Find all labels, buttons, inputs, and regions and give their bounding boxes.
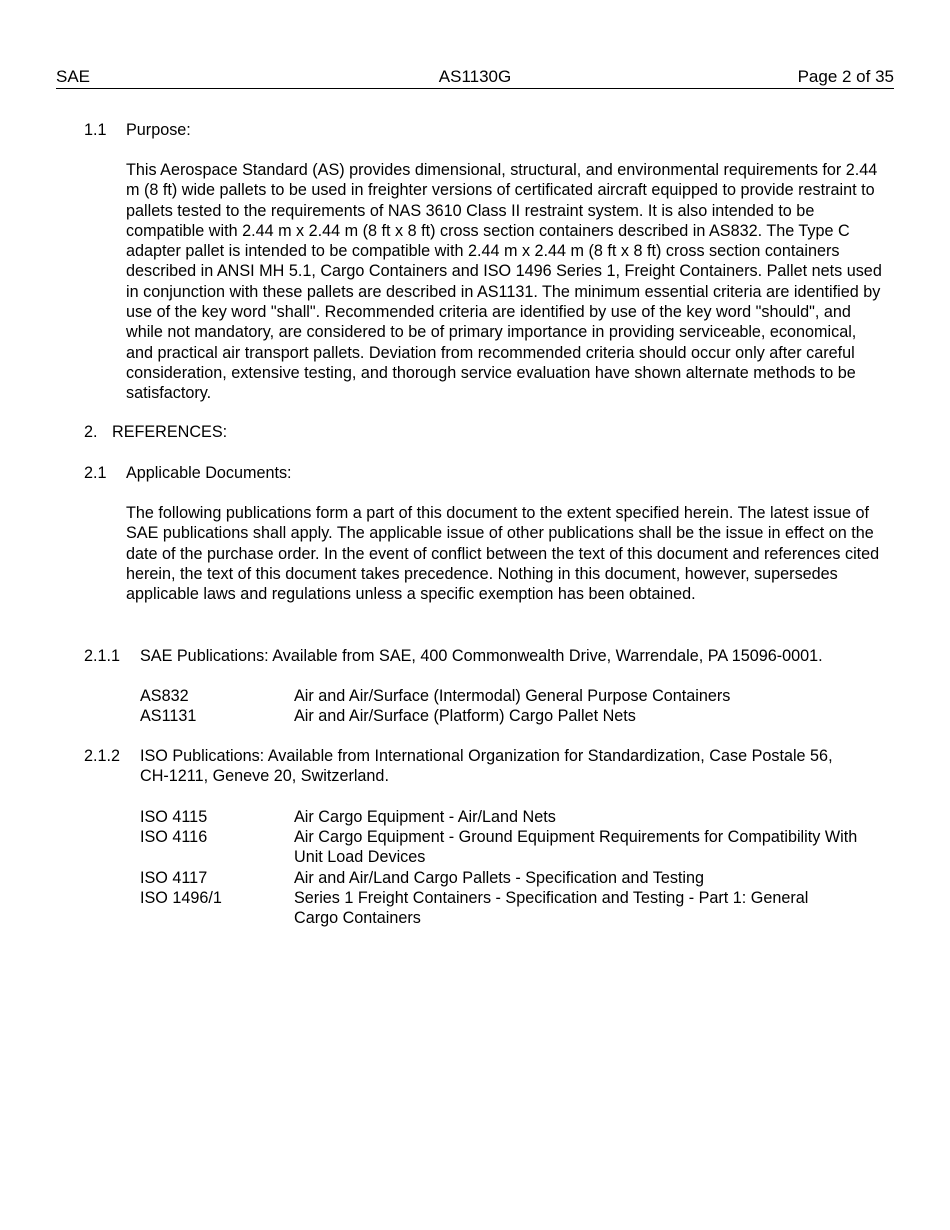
section-1-1-number: 1.1: [84, 121, 107, 139]
section-2-1-1-title: SAE Publications: Available from SAE, 400 Commonwealth Drive, Warrendale, PA 15096-0001.: [140, 647, 823, 665]
section-1-1-title: Purpose:: [126, 121, 191, 139]
section-2-1-1-number: 2.1.1: [84, 647, 121, 665]
section-1-1-paragraph: This Aerospace Standard (AS) provides dimensional, structural, and environmental requirements for 2.44 m (8 ft) wide pallets to be used in freighter versions of certificated aircraft equipped to provide restraint to pallets tested to the requirements of NAS 3610 Class II restraint system. It is also intended to be compatible with 2.44 m x 2.44 m (8 ft x 8 ft) cross section containers described in AS832. The Type C adapter pallet is intended to be compatible with 2.44 m x 2.44 m (8 ft x 8 ft) cross section containers described in ANSI MH 5.1, Cargo Containers and ISO 1496 Series 1, Freight Containers. Pallet nets used in conjunction with these pallets are described in AS1131. The minimum essential criteria are identified by use of the key word "shall". Recommended criteria are identified by use of the key word "should", and while not mandatory, are considered to be of primary importance in providing serviceable, economical, and practical air transport pallets. Deviation from recommended criteria should occur only after careful consideration, extensive testing, and thorough service evaluation have shown alternate methods to be satisfactory.: [126, 161, 882, 403]
reference-code: AS1131: [140, 707, 197, 725]
header-doc-number: AS1130G: [438, 67, 512, 86]
section-2-number: 2.: [84, 423, 98, 441]
reference-title: Air and Air/Surface (Platform) Cargo Pallet Nets: [294, 707, 636, 725]
reference-title: Series 1 Freight Containers - Specification and Testing - Part 1: General Cargo Containers: [294, 889, 809, 928]
section-2-1-2-title-line1: ISO Publications: Available from International Organization for Standardization, Case Postale 56,: [140, 747, 833, 765]
header-page-number: Page 2 of 35: [797, 67, 894, 86]
reference-title: Air and Air/Land Cargo Pallets - Specification and Testing: [294, 869, 705, 887]
header-org: SAE: [56, 67, 91, 86]
reference-code: ISO 4117: [140, 869, 208, 887]
reference-code: AS832: [140, 687, 189, 705]
section-2-1-2-title-line2: CH-1211, Geneve 20, Switzerland.: [140, 767, 389, 785]
reference-code: ISO 4115: [140, 808, 208, 826]
reference-title: Air Cargo Equipment - Ground Equipment Requirements for Compatibility With Unit Load Devices: [294, 828, 858, 867]
section-2-1-title: Applicable Documents:: [126, 464, 292, 482]
section-2-1-paragraph: The following publications form a part of this document to the extent specified herein. The latest issue of SAE publications shall apply. The applicable issue of other publications shall be the issue in effect on the date of the purchase order. In the event of conflict between the text of this document and references cited herein, the text of this document takes precedence. Nothing in this document, however, supersedes applicable laws and regulations unless a specific exemption has been obtained.: [126, 504, 880, 604]
reference-title: Air Cargo Equipment - Air/Land Nets: [294, 808, 556, 826]
reference-title: Air and Air/Surface (Intermodal) General Purpose Containers: [294, 687, 731, 705]
reference-code: ISO 4116: [140, 828, 208, 846]
reference-code: ISO 1496/1: [140, 889, 222, 907]
section-2-1-number: 2.1: [84, 464, 107, 482]
section-2-1-2-number: 2.1.2: [84, 747, 121, 765]
section-2-title: REFERENCES:: [112, 423, 228, 441]
page-header: [56, 67, 894, 89]
